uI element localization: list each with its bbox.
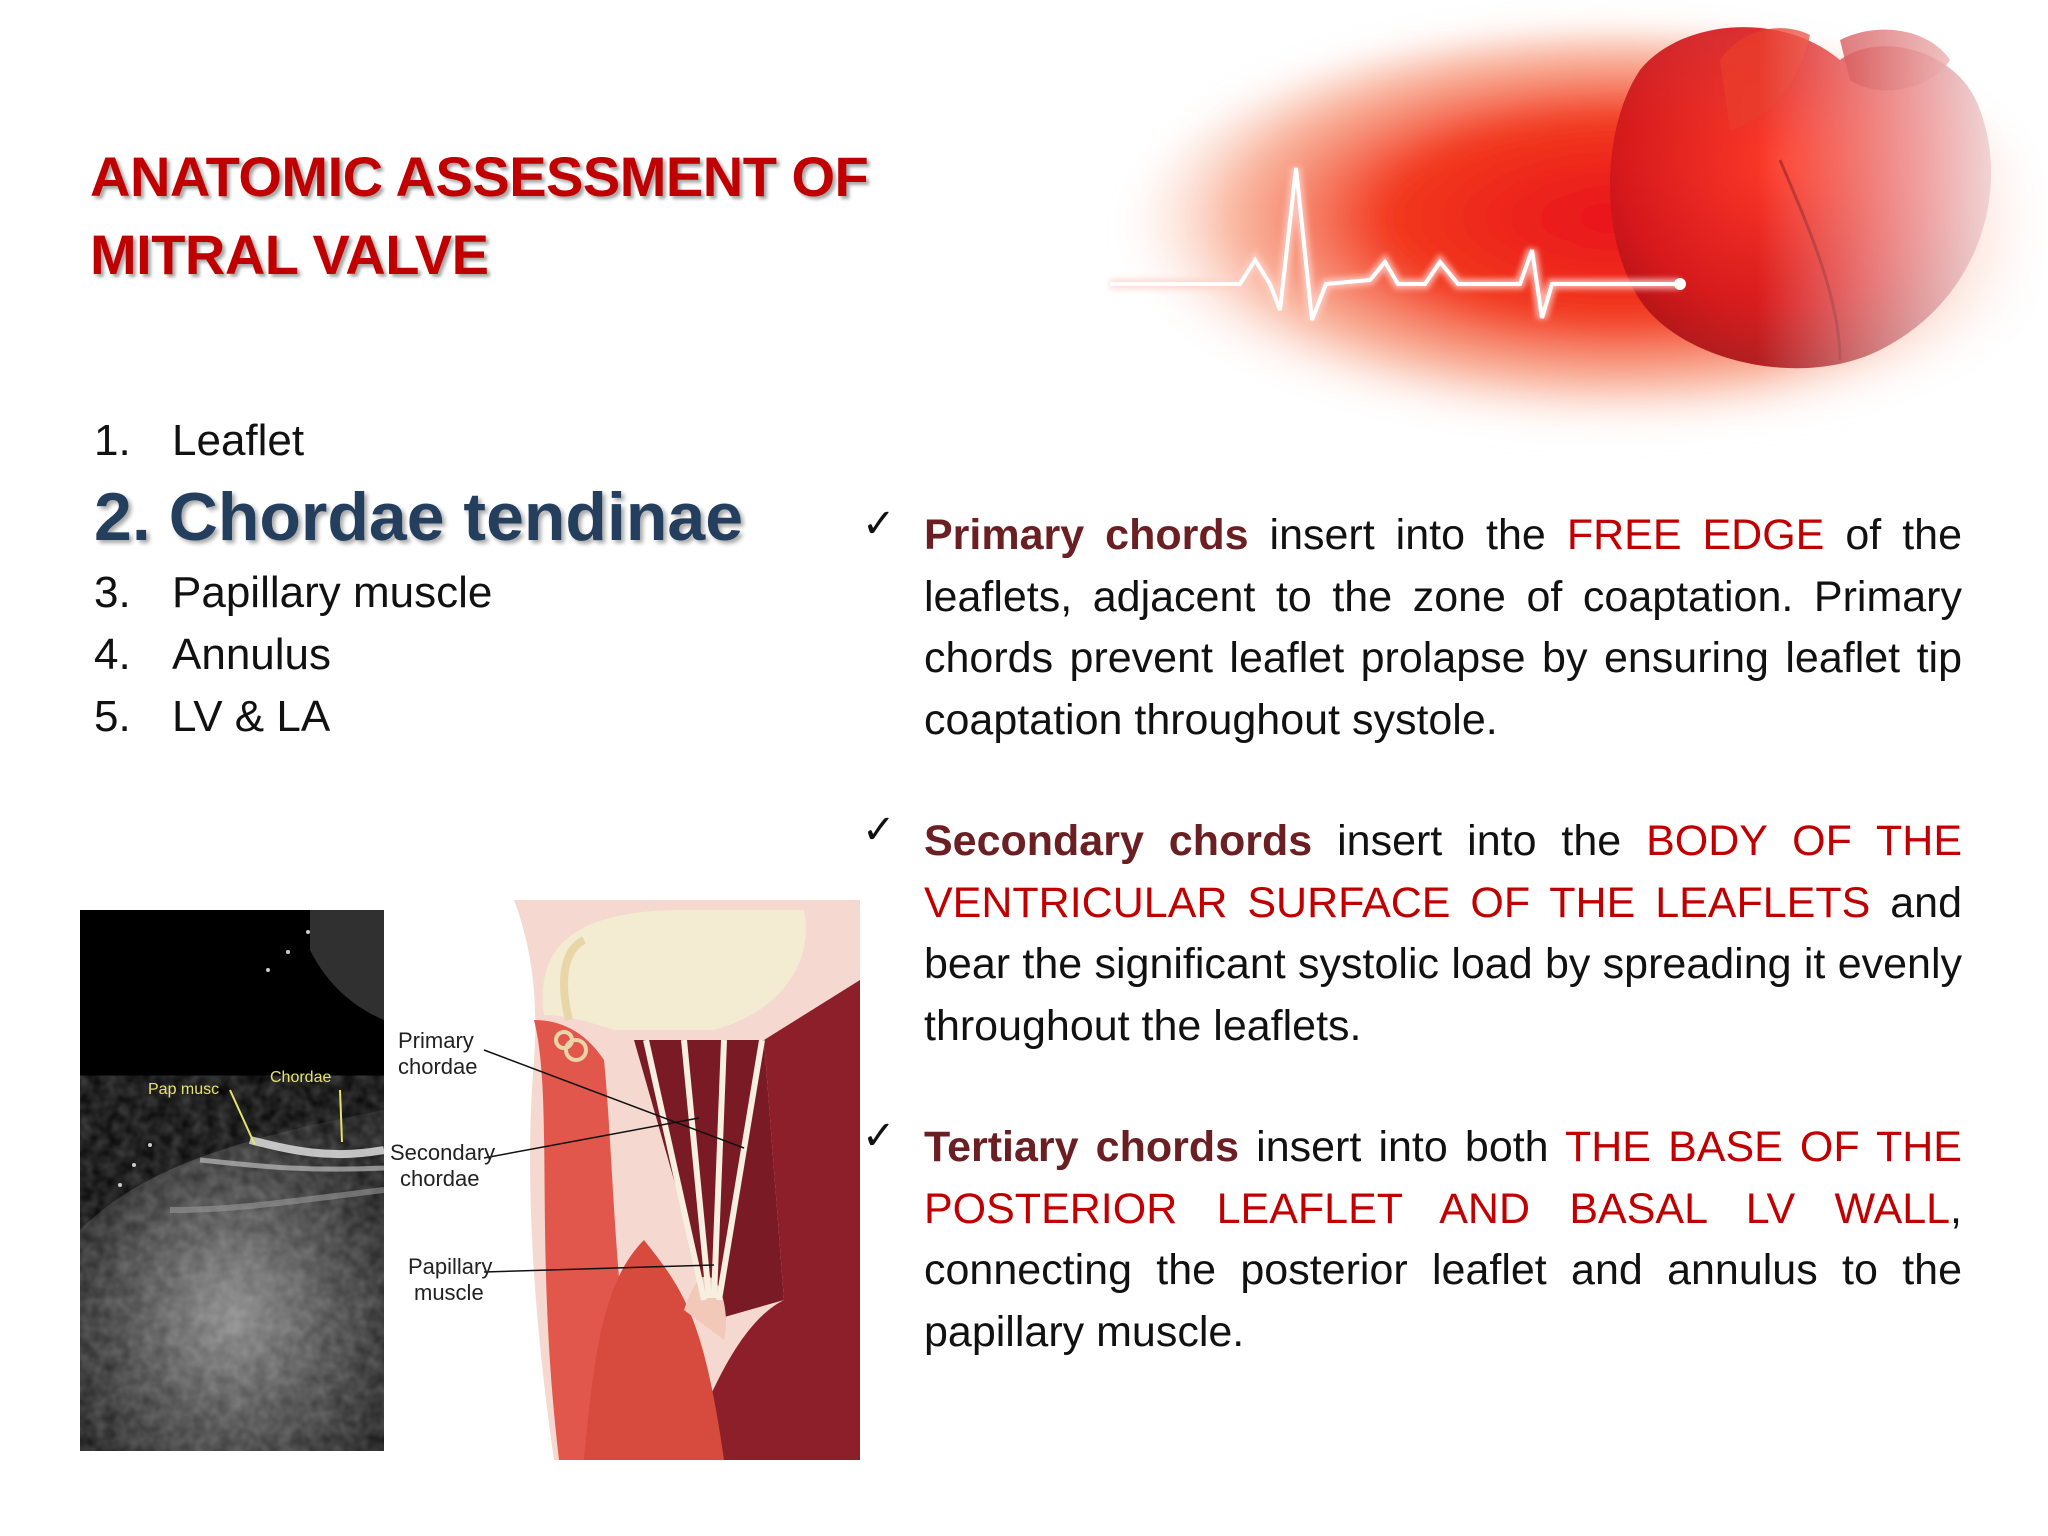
checkmark-icon: ✓ bbox=[862, 502, 896, 546]
chords-description-list bbox=[862, 502, 1963, 1423]
topic-item-papillary-muscle bbox=[94, 562, 743, 624]
topic-label: Annulus bbox=[172, 630, 332, 679]
bullet-post: , connecting the posterior leaflet and annulus to the papillary muscle. bbox=[924, 1184, 1962, 1356]
bullet-highlight: THE BASE OF THE POSTERIOR LEAFLET AND BASAL LV WALL bbox=[924, 1123, 1962, 1233]
bullet-pre: insert into the bbox=[1248, 511, 1567, 559]
topic-label: Chordae tendinae bbox=[168, 479, 744, 555]
checkmark-icon: ✓ bbox=[862, 1114, 896, 1158]
bullet-text bbox=[924, 811, 1962, 1057]
bullet-term: Secondary chords bbox=[924, 817, 1313, 865]
topic-item-leaflet bbox=[94, 410, 743, 472]
bullet-post: and bear the significant systolic load by spreading it evenly throughout the leaflets. bbox=[924, 878, 1962, 1050]
topic-number: 3. bbox=[94, 568, 131, 617]
label-secondary-line2: chordae bbox=[400, 1166, 480, 1191]
topic-number: 5. bbox=[94, 692, 131, 741]
topic-item-lv-la bbox=[94, 686, 743, 748]
label-papillary-line1: Papillary bbox=[408, 1254, 493, 1279]
topic-list bbox=[94, 410, 743, 748]
slide-title bbox=[90, 138, 868, 294]
checkmark-icon: ✓ bbox=[862, 808, 896, 852]
bullet-pre: insert into both bbox=[1239, 1123, 1565, 1171]
bullet-post: of the leaflets, adjacent to the zone of coaptation. Primary chords prevent leaflet prolapse by ensuring leaflet tip coaptation throughout systole. bbox=[924, 511, 1963, 744]
bullet-highlight: BODY OF THE VENTRICULAR SURFACE OF THE LEAFLETS bbox=[924, 817, 1962, 927]
echocardiogram-image bbox=[80, 910, 384, 1451]
label-papillary-line2: muscle bbox=[414, 1280, 484, 1305]
chordae-anatomy-diagram bbox=[384, 900, 860, 1460]
bullet-term: Primary chords bbox=[924, 511, 1249, 559]
label-primary-line2: chordae bbox=[398, 1054, 478, 1079]
label-primary-line1: Primary bbox=[398, 1028, 474, 1053]
label-secondary-line1: Secondary bbox=[390, 1140, 496, 1165]
topic-label: Papillary muscle bbox=[172, 568, 493, 617]
slide-title-line-1: ANATOMIC ASSESSMENT OF bbox=[90, 145, 869, 208]
bullet-primary-chords bbox=[862, 502, 1963, 751]
slide-title-line-2: MITRAL VALVE bbox=[90, 223, 489, 286]
topic-number: 1. bbox=[94, 416, 131, 465]
topic-number: 2. bbox=[94, 479, 151, 555]
topic-label: Leaflet bbox=[172, 416, 305, 465]
bullet-term: Tertiary chords bbox=[924, 1123, 1240, 1171]
bullet-secondary-chords bbox=[862, 808, 1962, 1057]
topic-label: LV & LA bbox=[172, 692, 331, 741]
bullet-text bbox=[924, 505, 1962, 751]
bullet-tertiary-chords bbox=[862, 1114, 1962, 1363]
topic-number: 4. bbox=[94, 630, 131, 679]
heart-ecg-illustration bbox=[1080, 0, 2048, 470]
bullet-pre: insert into the bbox=[1312, 817, 1647, 865]
bullet-highlight: FREE EDGE bbox=[1566, 511, 1825, 559]
echo-label-pap: Pap musc bbox=[148, 1081, 220, 1098]
topic-item-annulus bbox=[94, 624, 743, 686]
bullet-text bbox=[924, 1117, 1962, 1363]
echo-label-chordae: Chordae bbox=[270, 1069, 332, 1086]
topic-item-chordae-tendinae bbox=[94, 472, 743, 562]
